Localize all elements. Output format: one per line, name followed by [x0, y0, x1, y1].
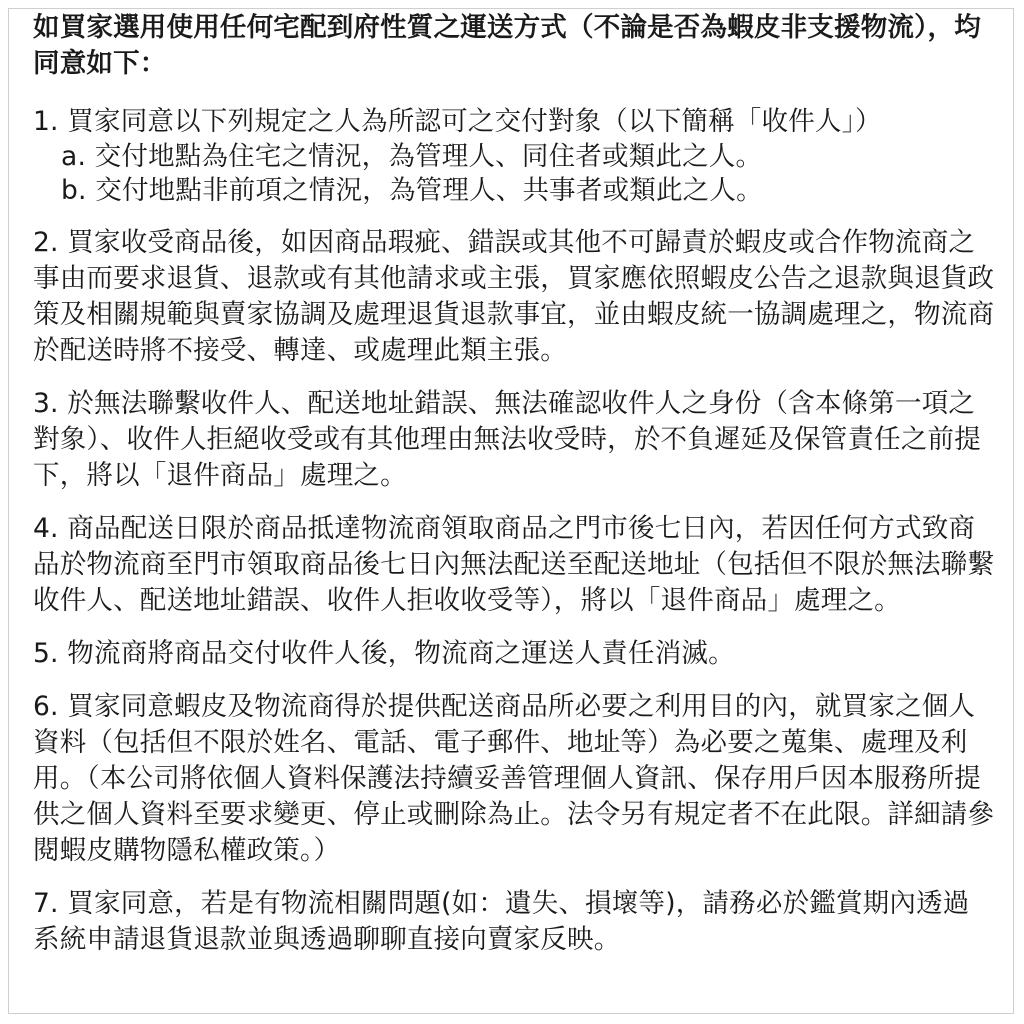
clause-4: 4. 商品配送日限於商品抵達物流商領取商品之門市後七日內，若因任何方式致商品於物流商至門市領取商品後七日內無法配送至配送地址（包括但不限於無法聯繫收件人、配送地址錯誤、收件人拒收收受等），將以「退件商品」處理之。 [33, 513, 995, 616]
terms-heading: 如買家選用使用任何宅配到府性質之運送方式（不論是否為蝦皮非支援物流），均同意如下： [33, 12, 981, 79]
clause-5: 5. 物流商將商品交付收件人後，物流商之運送人責任消滅。 [33, 638, 735, 669]
terms-document [33, 10, 995, 975]
clause-2: 2. 買家收受商品後，如因商品瑕疵、錯誤或其他不可歸責於蝦皮或合作物流商之事由而要求退貨、退款或有其他請求或主張，買家應依照蝦皮公告之退款與退貨政策及相關規範與賣家協調及處理退貨退款事宜，並由蝦皮統一協調處理之，物流商於配送時將不接受、轉達、或處理此類主張。 [33, 227, 995, 366]
clause-3: 3. 於無法聯繫收件人、配送地址錯誤、無法確認收件人之身份（含本條第一項之對象）、收件人拒絕收受或有其他理由無法收受時，於不負遲延及保管責任之前提下，將以「退件商品」處理之。 [33, 388, 981, 491]
clause-6: 6. 買家同意蝦皮及物流商得於提供配送商品所必要之利用目的內，就買家之個人資料（包括但不限於姓名、電話、電子郵件、地址等）為必要之蒐集、處理及利用。（本公司將依個人資料保護法持續妥善管理個人資訊、保存用戶因本服務所提供之個人資料至要求變更、停止或刪除為止。法令另有規定者不在此限。詳細請參閱蝦皮購物隱私權政策。） [33, 691, 995, 866]
clause-1 [33, 104, 995, 208]
clause-1-text: 1. 買家同意以下列規定之人為所認可之交付對象（以下簡稱「收件人」） [33, 106, 882, 137]
clause-1-sub-b: b. 交付地點非前項之情況，為管理人、共事者或類此之人。 [61, 175, 763, 206]
clause-7: 7. 買家同意，若是有物流相關問題(如：遺失、損壞等)，請務必於鑑賞期內透過系統申請退貨退款並與透過聊聊直接向賣家反映。 [33, 888, 970, 955]
clause-1-sub-a: a. 交付地點為住宅之情況，為管理人、同住者或類此之人。 [61, 141, 763, 172]
